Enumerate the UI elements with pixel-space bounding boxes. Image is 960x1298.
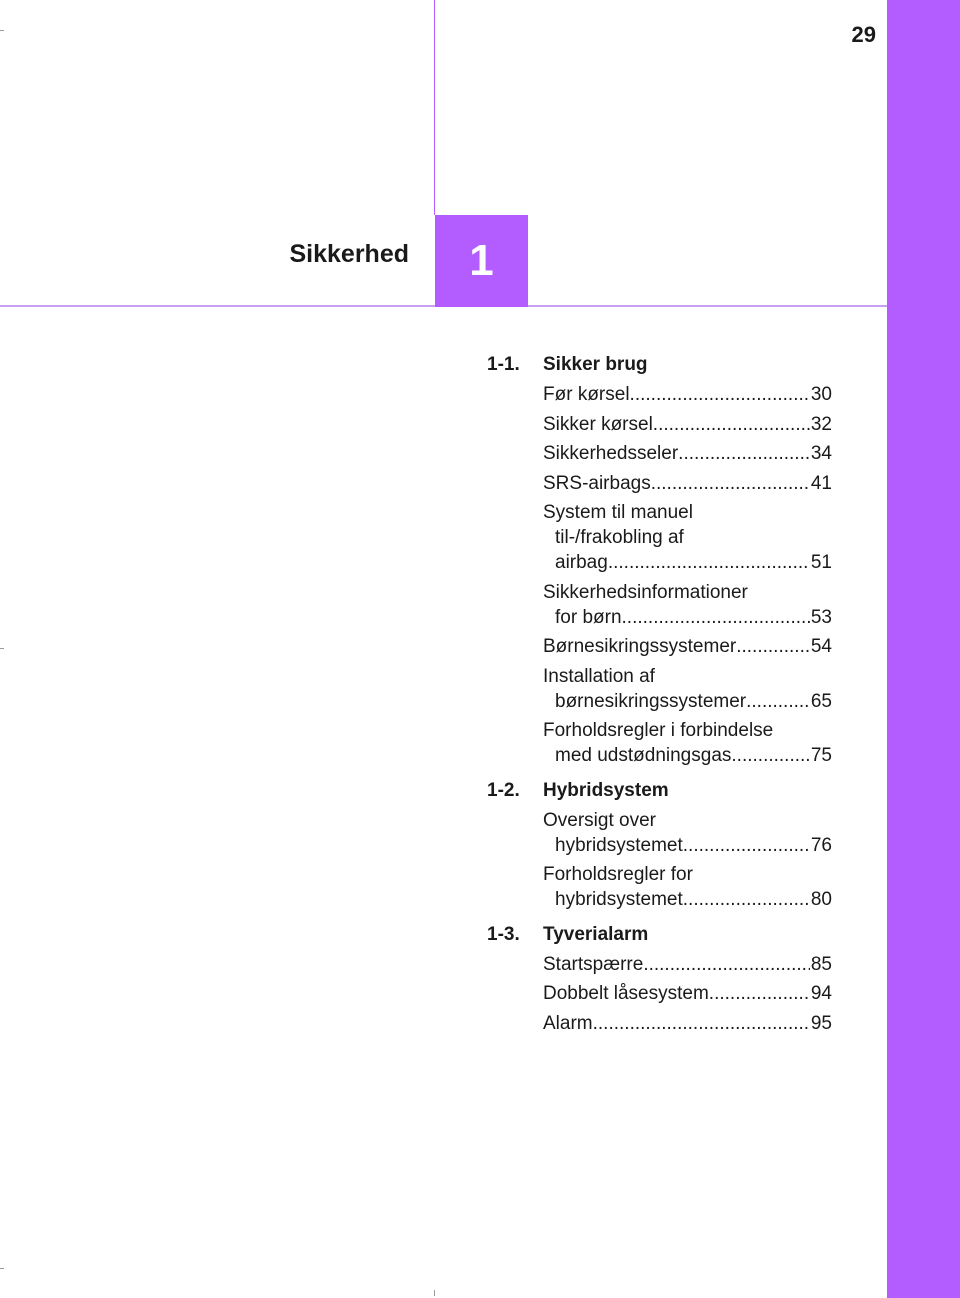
toc-section-number: 1-2. bbox=[487, 779, 520, 801]
toc-entry-line bbox=[543, 580, 832, 605]
toc-entry-text: børnesikringssystemer bbox=[555, 690, 747, 712]
toc-entry[interactable] bbox=[543, 382, 832, 407]
dot-leader bbox=[746, 689, 810, 714]
crop-mark bbox=[0, 30, 4, 31]
toc-entry[interactable] bbox=[543, 471, 832, 496]
dot-leader bbox=[683, 887, 810, 912]
toc-entry-page: 94 bbox=[810, 983, 832, 1004]
dot-leader bbox=[608, 550, 810, 575]
toc-entry-text: hybridsystemet bbox=[555, 834, 683, 856]
toc-entry-text: Installation af bbox=[543, 665, 655, 687]
toc-section-title: Sikker brug bbox=[543, 354, 648, 375]
toc-entry-page: 95 bbox=[810, 1012, 832, 1034]
toc-entry-page: 80 bbox=[810, 889, 832, 910]
toc-section bbox=[487, 352, 832, 778]
toc-entry-page: 85 bbox=[810, 953, 832, 975]
section-spacer bbox=[487, 1040, 832, 1045]
crop-mark bbox=[0, 1268, 4, 1269]
toc-section-title: Tyverialarm bbox=[543, 923, 649, 945]
dot-leader bbox=[593, 1011, 810, 1036]
toc-section-heading[interactable] bbox=[487, 352, 832, 377]
toc-entry-page: 75 bbox=[810, 745, 832, 766]
toc-entry-line bbox=[543, 952, 832, 977]
vertical-rule bbox=[434, 0, 435, 215]
toc-entry[interactable] bbox=[543, 718, 832, 768]
toc-section-heading[interactable] bbox=[487, 922, 832, 947]
toc-entry-line bbox=[543, 887, 832, 912]
dot-leader bbox=[630, 382, 810, 407]
toc-entry-page: 51 bbox=[810, 552, 832, 573]
side-tab-bar bbox=[887, 0, 960, 1298]
toc-entry[interactable] bbox=[543, 500, 832, 575]
toc-section bbox=[487, 922, 832, 1046]
toc-entry-page: 76 bbox=[810, 834, 832, 856]
toc-entry-text: Alarm bbox=[543, 1012, 593, 1034]
toc-entry-line bbox=[543, 689, 832, 714]
toc-entry-text: Forholdsregler for bbox=[543, 864, 693, 885]
dot-leader bbox=[651, 471, 810, 496]
dot-leader bbox=[653, 412, 810, 437]
dot-leader bbox=[622, 605, 810, 630]
toc-entry-page: 34 bbox=[810, 443, 832, 464]
chapter-number-box: 1 bbox=[435, 215, 528, 307]
toc-section-heading[interactable] bbox=[487, 778, 832, 803]
toc-entry-text: med udstødningsgas bbox=[555, 745, 732, 766]
toc-entry[interactable] bbox=[543, 580, 832, 630]
toc-entry-text: System til manuel bbox=[543, 502, 693, 523]
toc-entry-page: 53 bbox=[810, 606, 832, 628]
toc-entry-text: Oversigt over bbox=[543, 809, 656, 831]
toc-section bbox=[487, 778, 832, 922]
dot-leader bbox=[683, 833, 810, 858]
toc-section-number: 1-1. bbox=[487, 354, 520, 375]
watermark: carmanualsonline.info bbox=[555, 1270, 766, 1293]
chapter-title: Sikkerhed bbox=[289, 240, 409, 268]
toc-entry-text: Før kørsel bbox=[543, 384, 630, 405]
toc-entry-line bbox=[543, 382, 832, 407]
toc-entry-line bbox=[543, 412, 832, 437]
toc-entry-line bbox=[543, 743, 832, 768]
dot-leader bbox=[736, 634, 810, 659]
toc-entry-text: hybridsystemet bbox=[555, 889, 683, 910]
toc-entry[interactable] bbox=[543, 1011, 832, 1036]
toc-section-number: 1-3. bbox=[487, 923, 520, 945]
dot-leader bbox=[731, 743, 809, 768]
dot-leader bbox=[643, 952, 810, 977]
crop-mark bbox=[0, 648, 4, 649]
toc-entry-line bbox=[543, 1011, 832, 1036]
toc-entry-text: til-/frakobling af bbox=[555, 527, 684, 548]
toc-entry-line bbox=[543, 718, 832, 743]
toc-entry-text: Børnesikringssystemer bbox=[543, 636, 737, 657]
toc-entry-line bbox=[543, 500, 832, 525]
toc-entry-page: 54 bbox=[810, 636, 832, 657]
toc-entry[interactable] bbox=[543, 952, 832, 977]
toc-entry-line bbox=[543, 634, 832, 659]
toc-entry-text: airbag bbox=[555, 552, 608, 573]
toc-entry[interactable] bbox=[543, 441, 832, 466]
toc-entry-text: Sikker kørsel bbox=[543, 413, 653, 435]
toc-entry[interactable] bbox=[543, 634, 832, 659]
crop-mark bbox=[434, 1290, 435, 1296]
toc-section-title: Hybridsystem bbox=[543, 779, 669, 801]
toc-entry-line bbox=[543, 981, 832, 1006]
toc-entry-text: Sikkerhedsinformationer bbox=[543, 581, 748, 603]
toc-entry-page: 65 bbox=[810, 690, 832, 712]
page-number: 29 bbox=[851, 22, 876, 47]
toc-entry[interactable] bbox=[543, 664, 832, 714]
toc-entry-line bbox=[543, 833, 832, 858]
toc-entry[interactable] bbox=[543, 862, 832, 912]
toc-entry-text: Dobbelt låsesystem bbox=[543, 983, 709, 1004]
toc-entry-text: Forholdsregler i forbindelse bbox=[543, 720, 774, 741]
toc-entry-line bbox=[543, 550, 832, 575]
toc-entry-line bbox=[543, 862, 832, 887]
toc-entry[interactable] bbox=[543, 981, 832, 1006]
toc-entry-text: for børn bbox=[555, 606, 622, 628]
toc-entry[interactable] bbox=[543, 808, 832, 858]
dot-leader bbox=[709, 981, 810, 1006]
toc-entry-text: SRS-airbags bbox=[543, 472, 651, 494]
toc-entry-line bbox=[543, 664, 832, 689]
toc-entry-page: 30 bbox=[810, 384, 832, 405]
dot-leader bbox=[678, 441, 810, 466]
toc-entry-line bbox=[543, 808, 832, 833]
table-of-contents bbox=[487, 352, 832, 1045]
toc-entry-text: Sikkerhedsseler bbox=[543, 443, 679, 464]
toc-entry-line bbox=[543, 441, 832, 466]
toc-entry-line bbox=[543, 605, 832, 630]
toc-entry-line bbox=[543, 471, 832, 496]
toc-entry[interactable] bbox=[543, 412, 832, 437]
toc-entry-line bbox=[543, 525, 832, 550]
toc-entry-page: 41 bbox=[810, 472, 832, 494]
toc-entry-page: 32 bbox=[810, 413, 832, 435]
toc-entry-text: Startspærre bbox=[543, 953, 644, 975]
